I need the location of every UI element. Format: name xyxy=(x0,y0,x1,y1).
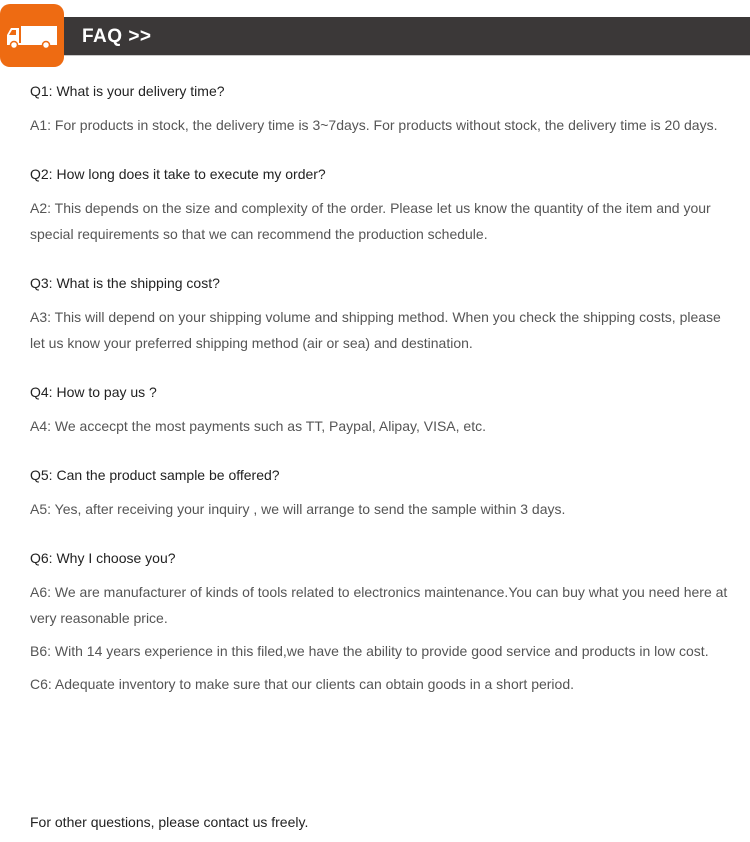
faq-answer: A3: This will depend on your shipping volume and shipping method. When you check the shipping costs, please let us know your preferred shipping method (air or sea) and destination. xyxy=(30,309,721,351)
faq-question: Q2: How long does it take to execute my order? xyxy=(30,166,326,182)
faq-answer: A6: We are manufacturer of kinds of tools related to electronics maintenance.You can buy what you need here at very reasonable price. xyxy=(30,584,728,626)
page-title: FAQ >> xyxy=(82,26,152,47)
faq-question: Q6: Why I choose you? xyxy=(30,550,176,566)
faq-answer: A2: This depends on the size and complexity of the order. Please let us know the quantity of the item and your special requirements so that we can recommend the production schedule. xyxy=(30,200,711,242)
faq-item xyxy=(30,81,735,138)
faq-answer: B6: With 14 years experience in this filed,we have the ability to provide good service and products in low cost. xyxy=(30,643,709,659)
faq-item xyxy=(30,465,735,522)
faq-answer: C6: Adequate inventory to make sure that our clients can obtain goods in a short period. xyxy=(30,676,574,692)
faq-item xyxy=(30,164,735,247)
contact-note: For other questions, please contact us freely. xyxy=(30,814,309,830)
faq-answer: A4: We accecpt the most payments such as TT, Paypal, Alipay, VISA, etc. xyxy=(30,418,486,434)
faq-item xyxy=(30,548,735,697)
faq-question: Q1: What is your delivery time? xyxy=(30,83,225,99)
faq-list xyxy=(30,81,735,723)
faq-item xyxy=(30,382,735,439)
faq-answer: A1: For products in stock, the delivery time is 3~7days. For products without stock, the delivery time is 20 days. xyxy=(30,117,718,133)
faq-question: Q3: What is the shipping cost? xyxy=(30,275,220,291)
faq-question: Q4: How to pay us ? xyxy=(30,384,157,400)
faq-answer: A5: Yes, after receiving your inquiry , we will arrange to send the sample within 3 days. xyxy=(30,501,566,517)
faq-header-badge xyxy=(0,4,64,67)
faq-item xyxy=(30,273,735,356)
faq-question: Q5: Can the product sample be offered? xyxy=(30,467,280,483)
